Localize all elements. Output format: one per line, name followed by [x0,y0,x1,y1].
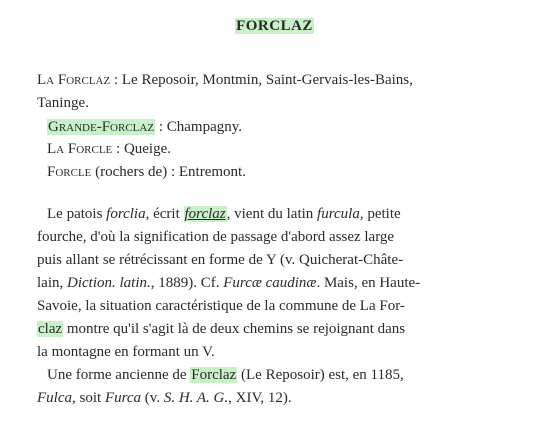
entry-la-forcle [47,140,171,158]
entry-text: Le Reposoir, Montmin, Saint-Gervais-les-Bains, [121,72,413,88]
entry-continuation [37,94,89,112]
entry-forcle [47,163,246,181]
entry-grande-forclaz [47,118,242,136]
paragraph-line: fourche, d'où la signification de passage d'abord assez large [37,229,395,245]
entry-text: Queige. [123,141,172,157]
italic-term: furcula [317,206,360,222]
highlighted-term: claz [38,321,63,337]
entry-name: La Forclaz [37,72,111,88]
italic-term: Furcæ caudinæ [223,275,317,291]
title-highlight: FORCLAZ [236,18,313,34]
text-span: lain, [37,275,67,291]
entry-name-highlighted: Grande-Forclaz [48,119,155,135]
entry-sep: : [112,141,124,157]
italic-term: forclia [106,206,146,222]
entry-name: Forcle [47,164,92,180]
text-span: Le patois [47,206,107,222]
paragraph-line: puis allant se rétrécissant en forme de Y (v. Quicherat-Châte- [37,252,404,268]
paragraph-line: la montagne en formant un V. [37,344,215,360]
highlighted-term: Forclaz [191,367,237,383]
highlighted-term: forclaz [184,206,226,222]
text-span: , écrit [145,206,184,222]
text-span: . Mais, en Haute- [316,275,421,291]
paragraph-old-form [37,364,497,410]
paragraph-line [37,272,497,295]
text-span: , 1889). Cf. [150,275,224,291]
entry-name: La Forcle [47,141,113,157]
entry-sep: (rochers de) : [91,164,179,180]
text-span: (Le Reposoir) est, en 1185, [237,367,404,383]
italic-term: Diction. latin. [67,275,151,291]
entry-text: Entremont. [178,164,246,180]
text-span: (v. [141,390,164,406]
italic-term: Fulca [37,390,72,406]
paragraph-etymology [37,203,497,364]
entry-sep: : [155,119,167,135]
paragraph-line [37,203,497,226]
paragraph-line [37,318,497,341]
entry-text: Taninge. [37,95,89,111]
entry-sep: : [110,72,122,88]
page-title [0,18,549,35]
entry-text: Champagny. [166,119,242,135]
text-span: , vient du latin [226,206,318,222]
paragraph-line [37,364,497,387]
text-span: , petite [359,206,401,222]
paragraph-line: Savoie, la situation caractéristique de la commune de La For- [37,298,405,314]
italic-term: S. H. A. G. [163,390,229,406]
text-span: montre qu'il s'agit là de deux chemins se rejoignant dans [63,321,406,337]
paragraph-line [37,387,497,410]
italic-term: Furca [104,390,142,406]
text-span: , soit [72,390,105,406]
text-span: Une forme ancienne de [47,367,191,383]
text-span: , XIV, 12). [228,390,292,406]
entry-la-forclaz [37,71,413,89]
